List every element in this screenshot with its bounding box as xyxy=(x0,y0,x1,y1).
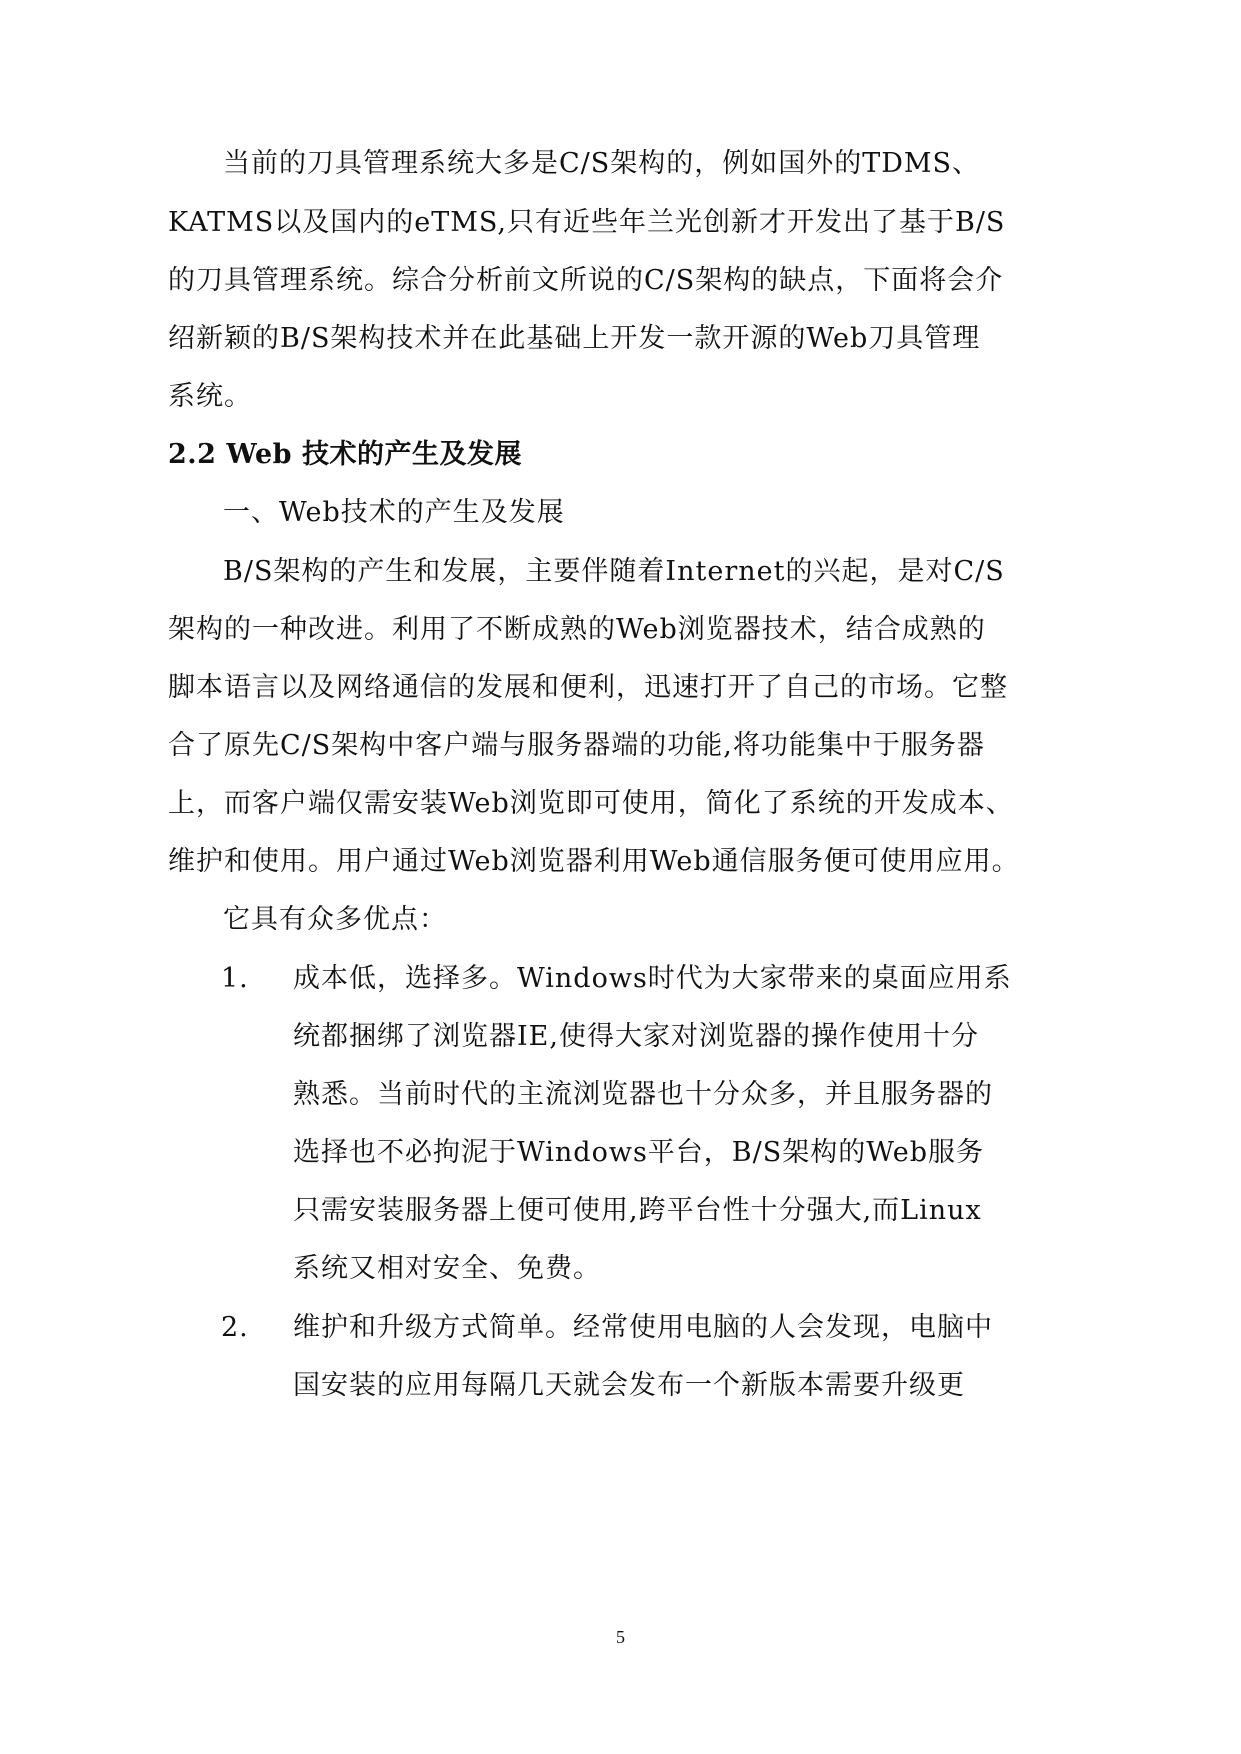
paragraph-1-line-3: 的刀具管理系统。综合分析前文所说的C/S架构的缺点，下面将会介 xyxy=(168,265,1004,296)
list-item-1-line-3: 熟悉。当前时代的主流浏览器也十分众多，并且服务器的 xyxy=(293,1079,993,1110)
list-item-1-line-6: 系统又相对安全、免费。 xyxy=(293,1253,601,1284)
list-item-2-number: 2. xyxy=(221,1312,249,1343)
paragraph-2-line-1: B/S架构的产生和发展，主要伴随着Internet的兴起，是对C/S xyxy=(223,556,1005,587)
paragraph-2-line-4: 合了原先C/S架构中客户端与服务器端的功能,将功能集中于服务器 xyxy=(168,730,985,761)
paragraph-2-line-2: 架构的一种改进。利用了不断成熟的Web浏览器技术，结合成熟的 xyxy=(168,614,986,645)
list-item-1-line-2: 统都捆绑了浏览器IE,使得大家对浏览器的操作使用十分 xyxy=(293,1021,979,1052)
paragraph-2-line-3: 脚本语言以及网络通信的发展和便利，迅速打开了自己的市场。它整 xyxy=(168,672,1008,703)
list-item-1-line-1: 成本低，选择多。Windows时代为大家带来的桌面应用系 xyxy=(293,963,1012,994)
list-item-2-line-1: 维护和升级方式简单。经常使用电脑的人会发现，电脑中 xyxy=(293,1312,993,1343)
page-number: 5 xyxy=(616,1627,625,1647)
list-item-2-line-2: 国安装的应用每隔几天就会发布一个新版本需要升级更 xyxy=(293,1370,965,1401)
list-item-1-line-4: 选择也不必拘泥于Windows平台，B/S架构的Web服务 xyxy=(293,1137,985,1168)
advantages-intro: 它具有众多优点： xyxy=(223,904,447,935)
paragraph-1-line-1: 当前的刀具管理系统大多是C/S架构的，例如国外的TDMS、 xyxy=(223,148,981,179)
section-heading: 2.2 Web 技术的产生及发展 xyxy=(168,439,522,470)
paragraph-1-line-4: 绍新颖的B/S架构技术并在此基础上开发一款开源的Web刀具管理 xyxy=(168,323,981,354)
list-item-1-line-5: 只需安装服务器上便可使用,跨平台性十分强大,而Linux xyxy=(293,1195,982,1226)
paragraph-2-line-6: 维护和使用。用户通过Web浏览器利用Web通信服务便可使用应用。 xyxy=(168,846,1020,877)
paragraph-2-line-5: 上，而客户端仅需安装Web浏览即可使用，简化了系统的开发成本、 xyxy=(168,788,1014,819)
paragraph-1-line-5: 系统。 xyxy=(168,381,252,412)
paragraph-1-line-2: KATMS以及国内的eTMS,只有近些年兰光创新才开发出了基于B/S xyxy=(168,207,1006,238)
list-item-1-number: 1. xyxy=(221,963,249,994)
subheading: 一、Web技术的产生及发展 xyxy=(223,497,565,528)
